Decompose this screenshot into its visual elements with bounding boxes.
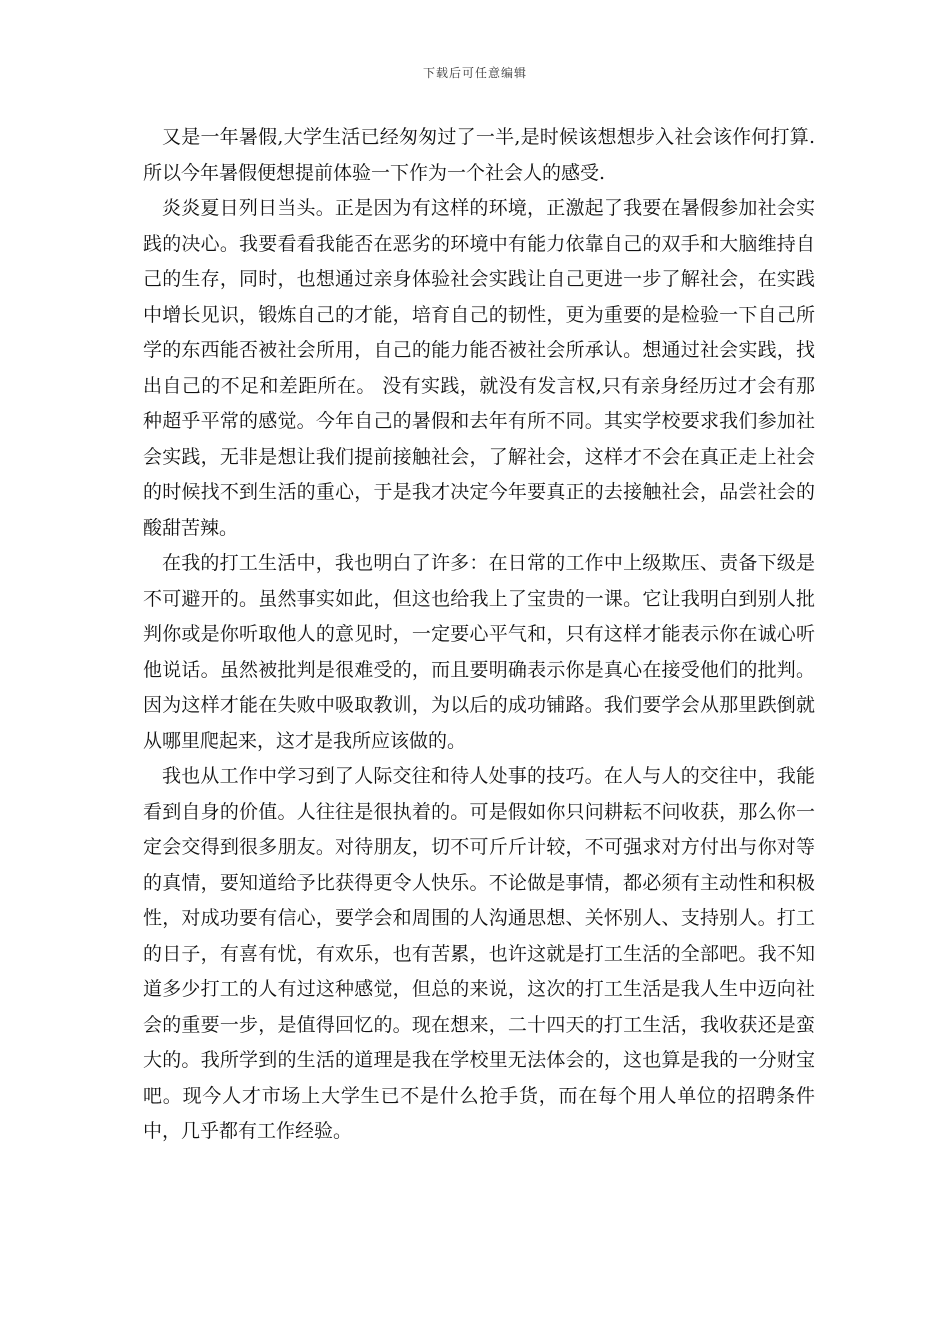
paragraph-3: 在我的打工生活中，我也明白了许多：在日常的工作中上级欺压、责备下级是不可避开的。虽然事实如此，但这也给我上了宝贵的一课。它让我明白到别人批判你或是你听取他人的意见时，一定要心平气和，只有这样才能表示你在诚心听他说话。虽然被批判是很难受的，而且要明确表示你是真心在接受他们的批判。因为这样才能在失败中吸取教训，为以后的成功铺路。我们要学会从那里跌倒就从哪里爬起来，这才是我所应该做的。 [143, 552, 815, 752]
paragraph-4: 我也从工作中学习到了人际交往和待人处事的技巧。在人与人的交往中，我能看到自身的价值。人往往是很执着的。可是假如你只问耕耘不问收获，那么你一定会交得到很多朋友。对待朋友，切不可斤斤计较，不可强求对方付出与你对等的真情，要知道给予比获得更令人快乐。不论做是事情，都必须有主动性和积极性，对成功要有信心，要学会和周围的人沟通思想、关怀别人、支持别人。打工的日子，有喜有忧，有欢乐，也有苦累，也许这就是打工生活的全部吧。我不知道多少打工的人有过这种感觉，但总的来说，这次的打工生活是我人生中迈向社会的重要一步，是值得回忆的。现在想来，二十四天的打工生活，我收获还是蛮大的。我所学到的生活的道理是我在学校里无法体会的，这也算是我的一分财宝吧。现今人才市场上大学生已不是什么抢手货，而在每个用人单位的招聘条件中，几乎都有工作经验。 [143, 765, 815, 1142]
paragraph-2: 炎炎夏日列日当头。正是因为有这样的环境，正激起了我要在暑假参加社会实践的决心。我要看看我能否在恶劣的环境中有能力依靠自己的双手和大脑维持自己的生存，同时，也想通过亲身体验社会实践让自己更进一步了解社会，在实践中增长见识，锻炼自己的才能，培育自己的韧性，更为重要的是检验一下自己所学的东西能否被社会所用，自己的能力能否被社会所承认。想通过社会实践，找出自己的不足和差距所在。 没有实践，就没有发言权,只有亲身经历过才会有那种超乎平常的感觉。今年自己的暑假和去年有所不同。其实学校要求我们参加社会实践，无非是想让我们提前接触社会，了解社会，这样才不会在真正走上社会的时候找不到生活的重心，于是我才决定今年要真正的去接触社会，品尝社会的酸甜苦辣。 [143, 197, 815, 539]
header-note: 下载后可任意编辑 [422, 66, 527, 80]
document-body [143, 120, 815, 1150]
paragraph-1: 又是一年暑假,大学生活已经匆匆过了一半,是时候该想想步入社会该作何打算.所以今年暑假便想提前体验一下作为一个社会人的感受. [143, 126, 815, 184]
